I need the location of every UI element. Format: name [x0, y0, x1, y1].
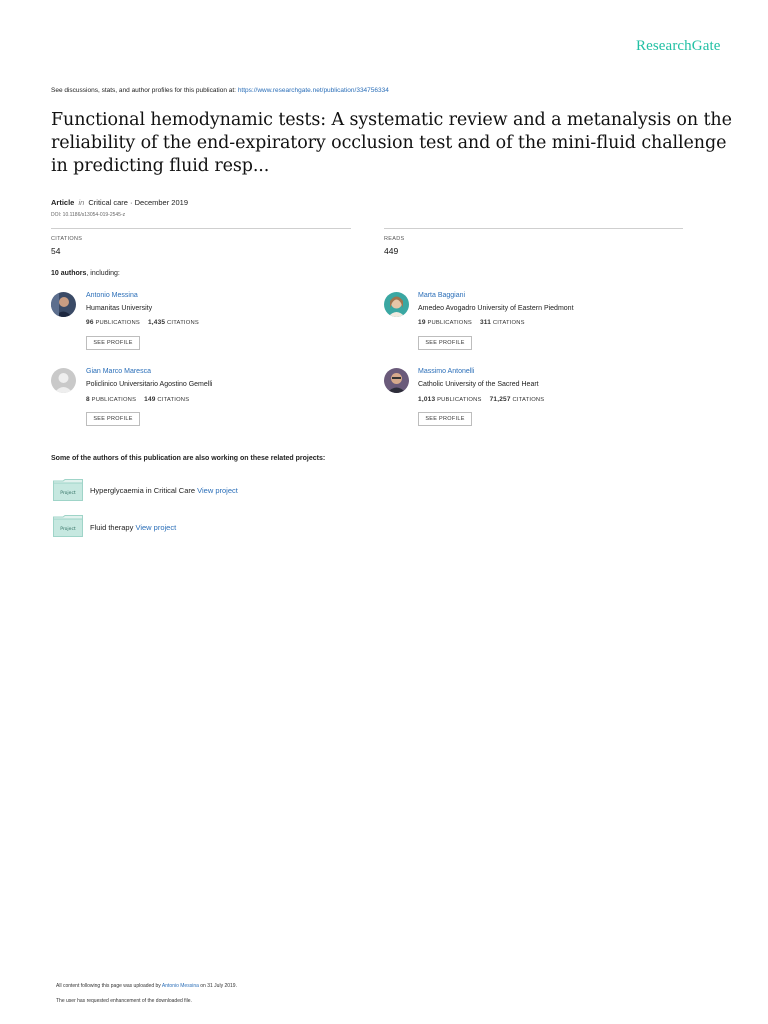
- author-stats: [418, 396, 544, 403]
- publication-doi: DOI: 10.1186/s13054-019-2545-z: [51, 212, 126, 218]
- authors-suffix: , including:: [86, 270, 120, 277]
- citations-label: CITATIONS: [512, 397, 545, 403]
- publications-count: 1,013: [418, 396, 436, 403]
- upload-note: [56, 983, 237, 989]
- citations-label: CITATIONS: [492, 320, 525, 326]
- project-folder-icon: [53, 479, 83, 501]
- author-institution: Amedeo Avogadro University of Eastern Piedmont: [418, 305, 574, 312]
- author-institution: Humanitas University: [86, 305, 153, 312]
- discussion-prefix: See discussions, stats, and author profiles for this publication at:: [51, 87, 236, 94]
- author-photo-icon: [384, 292, 409, 317]
- project-item: [90, 486, 238, 495]
- author-institution: Policlinico Universitario Agostino Gemelli: [86, 381, 213, 388]
- publications-label: PUBLICATIONS: [437, 397, 482, 403]
- publications-label: PUBLICATIONS: [95, 320, 140, 326]
- citations-label: CITATIONS: [167, 320, 199, 326]
- project-item: [90, 523, 176, 532]
- discussion-note: [51, 87, 389, 94]
- project-name: Hyperglycaemia in Critical Care: [90, 486, 196, 495]
- author-name-link[interactable]: Marta Baggiani: [418, 292, 466, 299]
- author-name-link[interactable]: Gian Marco Maresca: [86, 368, 151, 375]
- reads-value: 449: [384, 246, 399, 256]
- publications-count: 8: [86, 396, 90, 403]
- author-stats: [86, 396, 189, 403]
- reads-label: READS: [384, 236, 405, 242]
- project-folder-label: Project: [60, 527, 76, 532]
- publication-meta: [51, 198, 188, 207]
- publication-title: [51, 109, 741, 178]
- publications-count: 19: [418, 319, 426, 326]
- project-folder-label: Project: [60, 491, 76, 496]
- uploader-link[interactable]: Antonio Messina: [161, 983, 199, 989]
- citations-value: 54: [51, 246, 61, 256]
- author-stats: [86, 319, 199, 326]
- project-name: Fluid therapy: [90, 523, 134, 532]
- author-stats: [418, 319, 525, 326]
- author-name-link[interactable]: Massimo Antonelli: [418, 368, 475, 375]
- publication-type: Article: [51, 198, 75, 207]
- avatar[interactable]: [51, 368, 76, 393]
- author-photo-icon: [51, 292, 76, 317]
- publications-count: 96: [86, 319, 94, 326]
- citations-count: 1,435: [147, 319, 166, 326]
- see-profile-button[interactable]: SEE PROFILE: [418, 412, 472, 426]
- upload-prefix: All content following this page was uploaded by: [56, 983, 161, 989]
- publications-label: PUBLICATIONS: [91, 397, 137, 403]
- view-project-link[interactable]: View project: [197, 486, 238, 495]
- publications-label: PUBLICATIONS: [427, 320, 472, 326]
- journal-date: Critical care · December 2019: [88, 198, 188, 207]
- upload-suffix: on 31 July 2019.: [200, 983, 237, 989]
- avatar[interactable]: [384, 368, 409, 393]
- project-folder-icon: [53, 515, 83, 537]
- related-projects-header: Some of the authors of this publication are also working on these related projects:: [51, 455, 326, 462]
- enhancement-note: The user has requested enhancement of the downloaded file.: [56, 998, 192, 1004]
- see-profile-button[interactable]: SEE PROFILE: [86, 336, 140, 350]
- citations-label: CITATIONS: [157, 397, 190, 403]
- citations-count: 71,257: [489, 396, 511, 403]
- in-word: in: [78, 198, 85, 207]
- author-photo-icon: [384, 368, 409, 393]
- citations-label: CITATIONS: [51, 236, 83, 242]
- authors-count: 10 authors: [51, 270, 87, 277]
- authors-header: [51, 270, 120, 277]
- default-avatar-icon: [51, 368, 76, 393]
- publication-url-link[interactable]: https://www.researchgate.net/publication/334756334: [237, 87, 389, 94]
- citations-count: 149: [144, 396, 156, 403]
- citations-count: 311: [479, 319, 492, 326]
- title-line-1: Functional hemodynamic tests: A systematic review and a metanalysis on the: [51, 110, 732, 130]
- reads-divider: [384, 228, 683, 229]
- researchgate-logo[interactable]: ResearchGate: [636, 38, 721, 54]
- see-profile-button[interactable]: SEE PROFILE: [418, 336, 472, 350]
- author-name-link[interactable]: Antonio Messina: [86, 292, 138, 299]
- see-profile-button[interactable]: SEE PROFILE: [86, 412, 140, 426]
- view-project-link[interactable]: View project: [135, 523, 177, 532]
- title-line-3: in predicting fluid resp...: [51, 156, 270, 176]
- title-line-2: reliability of the end-expiratory occlusion test and of the mini-fluid challenge: [51, 133, 727, 153]
- avatar[interactable]: [384, 292, 409, 317]
- avatar[interactable]: [51, 292, 76, 317]
- author-institution: Catholic University of the Sacred Heart: [418, 381, 539, 388]
- citations-divider: [51, 228, 351, 229]
